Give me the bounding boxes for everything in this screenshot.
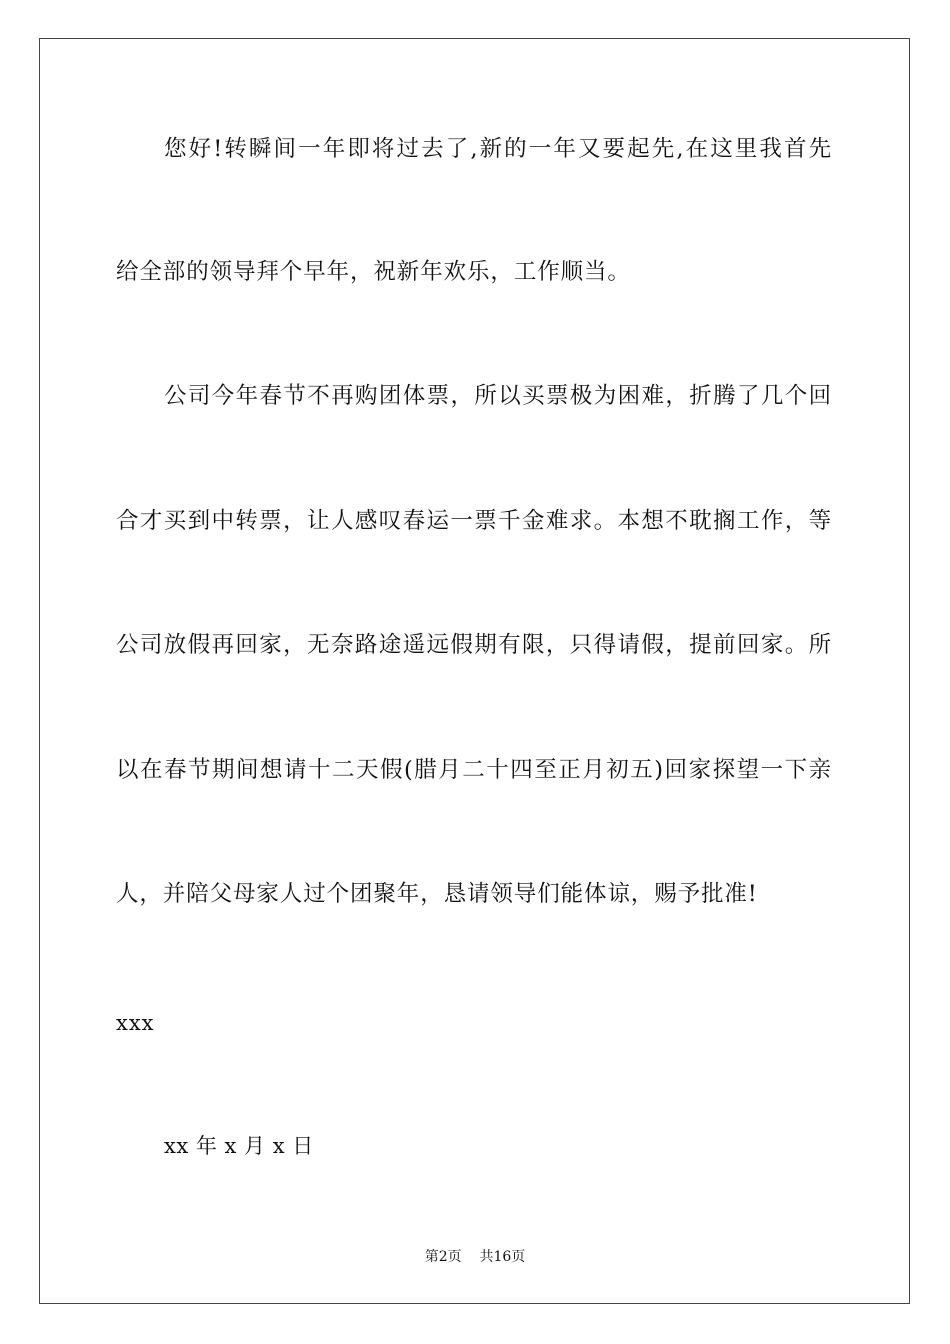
body-line-7: 人，并陪父母家人过个团聚年，恳请领导们能体谅，赐予批准! [116, 881, 758, 907]
body-line-2: 给全部的领导拜个早年，祝新年欢乐，工作顺当。 [116, 259, 631, 285]
body-line-5: 公司放假再回家，无奈路途遥远假期有限，只得请假，提前回家。所 [116, 632, 832, 658]
signature: xxx [116, 1011, 155, 1035]
page-footer: 第2页 共16页 [424, 1249, 526, 1265]
body-line-4: 合才买到中转票，让人感叹春运一票千金难求。本想不耽搁工作，等 [116, 508, 832, 534]
body-line-6: 以在春节期间想请十二天假(腊月二十四至正月初五)回家探望一下亲 [116, 757, 832, 783]
page-frame [39, 38, 910, 1304]
body-line-1: 您好!转瞬间一年即将过去了,新的一年又要起先,在这里我首先 [164, 136, 832, 162]
body-line-3: 公司今年春节不再购团体票，所以买票极为困难，折腾了几个回 [164, 383, 832, 409]
date-line: xx 年 x 月 x 日 [164, 1134, 314, 1158]
